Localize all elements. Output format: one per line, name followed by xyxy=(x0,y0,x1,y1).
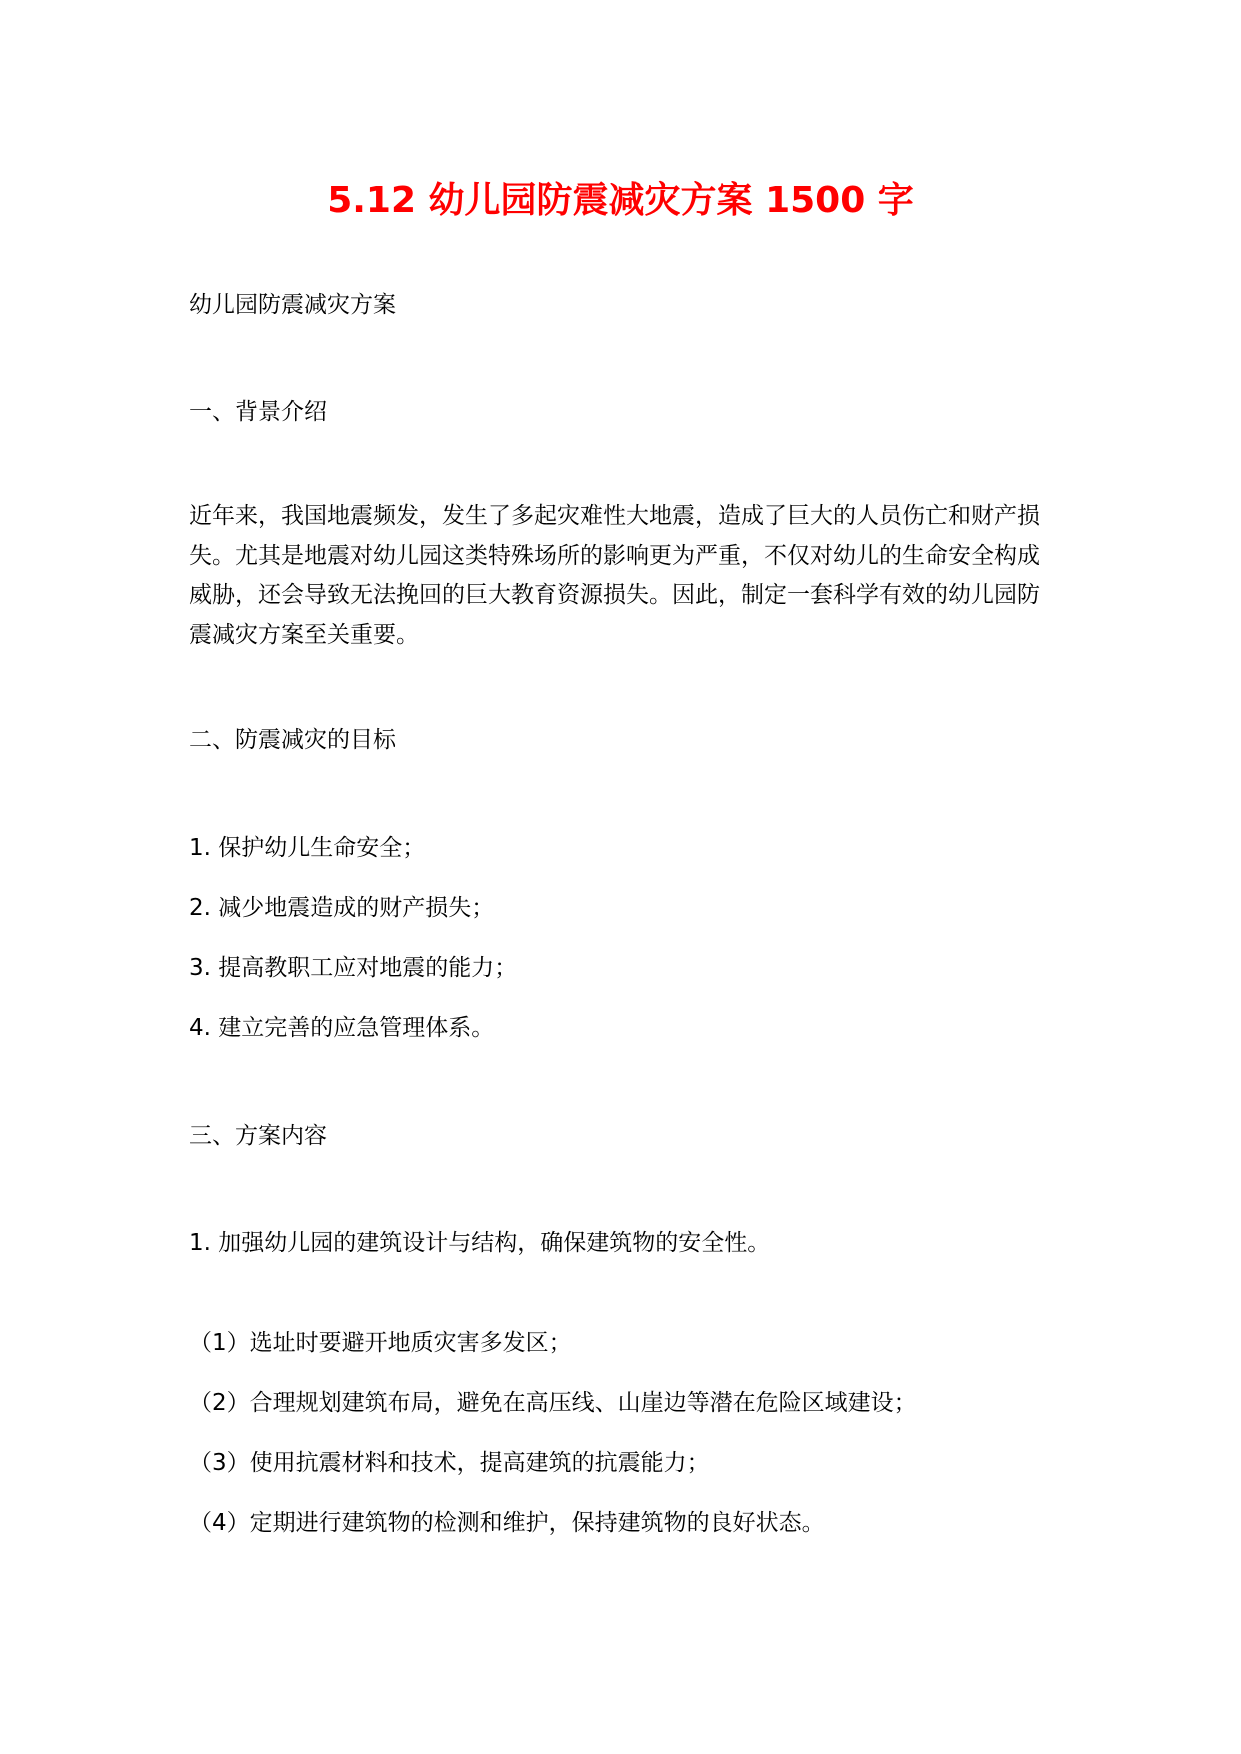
paragraph-line: 威胁，还会导致无法挽回的巨大教育资源损失。因此，制定一套科学有效的幼儿园防 xyxy=(189,582,1040,608)
paragraph-line: 近年来，我国地震频发，发生了多起灾难性大地震，造成了巨大的人员伤亡和财产损 xyxy=(189,503,1040,529)
goal-item: 1. 保护幼儿生命安全； xyxy=(189,835,426,861)
section-heading-background: 一、背景介绍 xyxy=(189,399,327,425)
paragraph-line: 震减灾方案至关重要。 xyxy=(189,621,419,648)
content-subitem: （4）定期进行建筑物的检测和维护，保持建筑物的良好状态。 xyxy=(189,1510,825,1536)
goal-item: 2. 减少地震造成的财产损失； xyxy=(189,895,495,921)
content-point: 1. 加强幼儿园的建筑设计与结构，确保建筑物的安全性。 xyxy=(189,1230,771,1256)
content-subitem: （3）使用抗震材料和技术，提高建筑的抗震能力； xyxy=(189,1450,710,1476)
document-subtitle: 幼儿园防震减灾方案 xyxy=(189,292,396,318)
content-subitem: （1）选址时要避开地质灾害多发区； xyxy=(189,1330,572,1356)
goal-item: 4. 建立完善的应急管理体系。 xyxy=(189,1015,495,1041)
section-heading-content: 三、方案内容 xyxy=(189,1123,327,1149)
goal-item: 3. 提高教职工应对地震的能力； xyxy=(189,955,518,981)
section-heading-goals: 二、防震减灾的目标 xyxy=(189,727,396,753)
background-paragraph xyxy=(189,497,1059,655)
paragraph-line: 失。尤其是地震对幼儿园这类特殊场所的影响更为严重，不仅对幼儿的生命安全构成 xyxy=(189,542,1040,569)
content-subitem: （2）合理规划建筑布局，避免在高压线、山崖边等潜在危险区域建设； xyxy=(189,1390,917,1416)
document-title: 5.12 幼儿园防震减灾方案 1500 字 xyxy=(327,180,914,221)
